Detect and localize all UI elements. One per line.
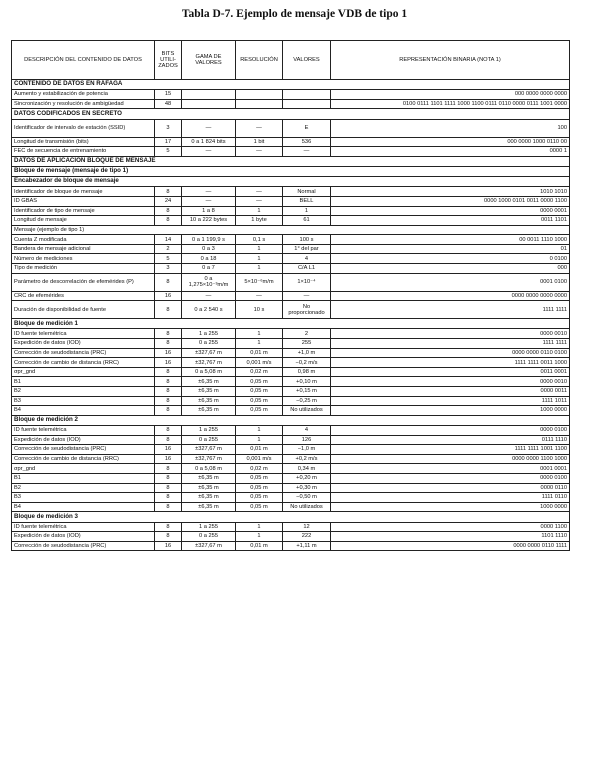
- cell-resolution: 1 bit: [236, 137, 283, 147]
- cell-resolution: 0,01 m: [236, 445, 283, 455]
- cell-resolution: —: [236, 147, 283, 157]
- cell-bits: 8: [155, 522, 182, 532]
- table-row: [12, 425, 570, 435]
- cell-range: ±6,35 m: [182, 473, 236, 483]
- cell-range: 0 a 1 199,9 s: [182, 235, 236, 245]
- table-row: [12, 187, 570, 197]
- cell-resolution: 1: [236, 244, 283, 254]
- cell-bits: 8: [155, 273, 182, 291]
- header-bits: BITS UTILI- ZADOS: [155, 41, 182, 80]
- cell-description: CRC de efemérides: [12, 291, 155, 301]
- cell-binary: 0000 0011: [331, 387, 570, 397]
- table-row: [12, 367, 570, 377]
- cell-description: Sincronización y resolución de ambigüedad: [12, 99, 155, 109]
- cell-description: Bandera de mensaje adicional: [12, 244, 155, 254]
- cell-description: B2: [12, 483, 155, 493]
- cell-description: σpr_gnd: [12, 464, 155, 474]
- cell-binary: 1000 0000: [331, 502, 570, 512]
- cell-binary: 0000 0000 0110 0100: [331, 348, 570, 358]
- cell-range: —: [182, 291, 236, 301]
- cell-bits: 8: [155, 377, 182, 387]
- cell-range: 0 a 1 824 bits: [182, 137, 236, 147]
- cell-description: Aumento y estabilización de potencia: [12, 90, 155, 100]
- cell-description: B1: [12, 377, 155, 387]
- cell-binary: 0000 0000 0000 0000: [331, 291, 570, 301]
- cell-bits: 8: [155, 216, 182, 226]
- table-row: [12, 196, 570, 206]
- cell-resolution: —: [236, 187, 283, 197]
- cell-resolution: 0,05 m: [236, 483, 283, 493]
- cell-description: Identificador de tipo de mensaje: [12, 206, 155, 216]
- cell-value: 222: [283, 532, 331, 542]
- table-row: [12, 147, 570, 157]
- cell-description: Corrección de cambio de distancia (RRC): [12, 358, 155, 368]
- section-header-row: [12, 415, 570, 425]
- cell-binary: 1111 1111: [331, 339, 570, 349]
- cell-value: −0,50 m: [283, 493, 331, 503]
- cell-description: Expedición de datos (IOD): [12, 532, 155, 542]
- cell-value: —: [283, 147, 331, 157]
- cell-description: Corrección de seudodistancia (PRC): [12, 541, 155, 551]
- cell-description: Cuenta Z modificada: [12, 235, 155, 245]
- cell-range: 0 a 7: [182, 264, 236, 274]
- table-row: [12, 473, 570, 483]
- cell-bits: 8: [155, 502, 182, 512]
- header-binary: REPRESENTACIÓN BINARIA (NOTA 1): [331, 41, 570, 80]
- cell-range: ±6,35 m: [182, 406, 236, 416]
- cell-bits: 48: [155, 99, 182, 109]
- cell-description: Corrección de cambio de distancia (RRC): [12, 454, 155, 464]
- cell-bits: 8: [155, 387, 182, 397]
- section-header-row: [12, 109, 570, 119]
- cell-bits: 16: [155, 454, 182, 464]
- cell-range: 1 a 255: [182, 425, 236, 435]
- cell-bits: 5: [155, 147, 182, 157]
- table-row: [12, 387, 570, 397]
- cell-range: 0 a 1,275×10⁻³m/m: [182, 273, 236, 291]
- cell-resolution: [236, 90, 283, 100]
- cell-resolution: [236, 99, 283, 109]
- table-row: [12, 348, 570, 358]
- cell-bits: 17: [155, 137, 182, 147]
- header-description: DESCRIPCIÓN DEL CONTENIDO DE DATOS: [12, 41, 155, 80]
- cell-value: +1,0 m: [283, 348, 331, 358]
- cell-resolution: 0,01 m: [236, 541, 283, 551]
- cell-binary: 100: [331, 119, 570, 137]
- cell-value: No utilizados: [283, 406, 331, 416]
- cell-resolution: 1: [236, 522, 283, 532]
- cell-value: [283, 90, 331, 100]
- cell-description: Expedición de datos (IOD): [12, 435, 155, 445]
- table-row: [12, 90, 570, 100]
- table-row: [12, 358, 570, 368]
- cell-binary: 0000 0001: [331, 206, 570, 216]
- table-row: [12, 435, 570, 445]
- cell-range: [182, 99, 236, 109]
- table-row: [12, 483, 570, 493]
- cell-value: −0,25 m: [283, 396, 331, 406]
- cell-description: B2: [12, 387, 155, 397]
- cell-bits: 8: [155, 301, 182, 319]
- cell-binary: 1010 1010: [331, 187, 570, 197]
- cell-value: +0,20 m: [283, 473, 331, 483]
- cell-bits: 14: [155, 235, 182, 245]
- cell-description: Longitud de mensaje: [12, 216, 155, 226]
- cell-resolution: 1: [236, 532, 283, 542]
- cell-value: +0,2 m/s: [283, 454, 331, 464]
- table-row: [12, 541, 570, 551]
- table-row: [12, 502, 570, 512]
- table-row: [12, 99, 570, 109]
- cell-resolution: 0,05 m: [236, 377, 283, 387]
- cell-range: 0 a 255: [182, 435, 236, 445]
- cell-binary: 000: [331, 264, 570, 274]
- section-title: Bloque de mensaje (mensaje de tipo 1): [12, 166, 570, 176]
- cell-resolution: 0,02 m: [236, 367, 283, 377]
- cell-range: —: [182, 147, 236, 157]
- cell-description: B4: [12, 406, 155, 416]
- cell-bits: 8: [155, 339, 182, 349]
- table-row: [12, 532, 570, 542]
- table-row: [12, 454, 570, 464]
- cell-bits: 8: [155, 464, 182, 474]
- cell-resolution: 1: [236, 435, 283, 445]
- cell-resolution: 5×10⁻⁶m/m: [236, 273, 283, 291]
- cell-resolution: 1: [236, 206, 283, 216]
- table-row: [12, 445, 570, 455]
- cell-bits: 8: [155, 473, 182, 483]
- cell-bits: 8: [155, 206, 182, 216]
- cell-value: −0,2 m/s: [283, 358, 331, 368]
- cell-bits: 8: [155, 483, 182, 493]
- cell-binary: 000 0000 0000 0000: [331, 90, 570, 100]
- cell-value: BELL: [283, 196, 331, 206]
- cell-binary: 0100 0111 1101 1111 1000 1100 0111 0110 0000 0111 1001 0000: [331, 99, 570, 109]
- cell-range: 0 a 5,08 m: [182, 367, 236, 377]
- cell-value: 4: [283, 254, 331, 264]
- cell-binary: 0011 1101: [331, 216, 570, 226]
- cell-value: 100 s: [283, 235, 331, 245]
- table-row: [12, 273, 570, 291]
- cell-value: −1,0 m: [283, 445, 331, 455]
- cell-resolution: 0,01 m: [236, 348, 283, 358]
- cell-bits: 16: [155, 358, 182, 368]
- cell-range: —: [182, 196, 236, 206]
- cell-range: ±327,67 m: [182, 541, 236, 551]
- cell-resolution: 0,05 m: [236, 502, 283, 512]
- cell-value: 0,98 m: [283, 367, 331, 377]
- cell-description: B1: [12, 473, 155, 483]
- cell-value: 0,34 m: [283, 464, 331, 474]
- cell-description: B3: [12, 493, 155, 503]
- cell-binary: 1111 1011: [331, 396, 570, 406]
- cell-range: ±6,35 m: [182, 377, 236, 387]
- cell-bits: 2: [155, 244, 182, 254]
- cell-resolution: 1 byte: [236, 216, 283, 226]
- section-header-row: [12, 512, 570, 522]
- table-row: [12, 244, 570, 254]
- cell-description: ID fuente telemétrica: [12, 522, 155, 532]
- cell-value: 4: [283, 425, 331, 435]
- cell-bits: 16: [155, 445, 182, 455]
- cell-description: B3: [12, 396, 155, 406]
- cell-value: No proporcionado: [283, 301, 331, 319]
- cell-range: —: [182, 187, 236, 197]
- cell-resolution: 1: [236, 339, 283, 349]
- cell-resolution: 0,1 s: [236, 235, 283, 245]
- cell-binary: 1111 1111 0011 1000: [331, 358, 570, 368]
- cell-bits: 8: [155, 532, 182, 542]
- cell-resolution: 1: [236, 329, 283, 339]
- section-header-row: [12, 80, 570, 90]
- header-row: [12, 41, 570, 80]
- section-title: DATOS CODIFICADOS EN SECRETO: [12, 109, 570, 119]
- cell-description: σpr_gnd: [12, 367, 155, 377]
- cell-range: 0 a 3: [182, 244, 236, 254]
- cell-resolution: —: [236, 196, 283, 206]
- cell-binary: 0 0100: [331, 254, 570, 264]
- header-range: GAMA DE VALORES: [182, 41, 236, 80]
- cell-binary: 1111 0110: [331, 493, 570, 503]
- cell-description: ID fuente telemétrica: [12, 425, 155, 435]
- table-row: [12, 329, 570, 339]
- subheader-text: Mensaje (ejemplo de tipo 1): [12, 225, 570, 235]
- cell-bits: 24: [155, 196, 182, 206]
- table-row: [12, 406, 570, 416]
- cell-range: ±6,35 m: [182, 396, 236, 406]
- cell-description: Longitud de transmisión (bits): [12, 137, 155, 147]
- cell-description: B4: [12, 502, 155, 512]
- cell-range: ±327,67 m: [182, 445, 236, 455]
- cell-value: Normal: [283, 187, 331, 197]
- section-header-row: [12, 166, 570, 176]
- cell-description: ID fuente telemétrica: [12, 329, 155, 339]
- cell-binary: 0000 0100: [331, 425, 570, 435]
- cell-value: —: [283, 291, 331, 301]
- table-row: [12, 493, 570, 503]
- cell-range: 0 a 2 540 s: [182, 301, 236, 319]
- vdb-message-table: [11, 40, 570, 551]
- cell-binary: 00 0011 1110 1000: [331, 235, 570, 245]
- table-row: [12, 522, 570, 532]
- cell-resolution: —: [236, 291, 283, 301]
- cell-description: Tipo de medición: [12, 264, 155, 274]
- table-row: [12, 291, 570, 301]
- table-row: [12, 301, 570, 319]
- cell-value: 61: [283, 216, 331, 226]
- cell-range: 0 a 5,08 m: [182, 464, 236, 474]
- cell-binary: 0011 0001: [331, 367, 570, 377]
- section-title: CONTENIDO DE DATOS EN RÁFAGA: [12, 80, 570, 90]
- cell-description: Número de mediciones: [12, 254, 155, 264]
- cell-resolution: 0,05 m: [236, 406, 283, 416]
- header-resolution: RESOLUCIÓN: [236, 41, 283, 80]
- table-row: [12, 396, 570, 406]
- cell-value: 1° del par: [283, 244, 331, 254]
- cell-binary: 0000 0110: [331, 483, 570, 493]
- cell-range: ±6,35 m: [182, 483, 236, 493]
- cell-resolution: 1: [236, 264, 283, 274]
- cell-bits: 3: [155, 264, 182, 274]
- cell-bits: 8: [155, 406, 182, 416]
- cell-resolution: 0,001 m/s: [236, 454, 283, 464]
- table-row: [12, 339, 570, 349]
- cell-description: Expedición de datos (IOD): [12, 339, 155, 349]
- cell-bits: 8: [155, 396, 182, 406]
- cell-range: ±32,767 m: [182, 358, 236, 368]
- cell-binary: 0000 0000 0110 1111: [331, 541, 570, 551]
- cell-bits: 8: [155, 367, 182, 377]
- cell-value: 1: [283, 206, 331, 216]
- cell-range: 1 a 8: [182, 206, 236, 216]
- cell-binary: 0000 0000 1100 1000: [331, 454, 570, 464]
- table-row: [12, 254, 570, 264]
- cell-value: [283, 99, 331, 109]
- section-title: Bloque de medición 1: [12, 319, 570, 329]
- cell-value: E: [283, 119, 331, 137]
- cell-value: C/A L1: [283, 264, 331, 274]
- table-title: Tabla D-7. Ejemplo de mensaje VDB de tipo 1: [181, 8, 408, 20]
- subheader-row: [12, 225, 570, 235]
- cell-binary: 0000 0010: [331, 377, 570, 387]
- section-title: DATOS DE APLICACIÓN BLOQUE DE MENSAJE: [12, 156, 570, 166]
- cell-bits: 8: [155, 425, 182, 435]
- cell-bits: 8: [155, 493, 182, 503]
- cell-description: Identificador de bloque de mensaje: [12, 187, 155, 197]
- section-title: Encabezador de bloque de mensaje: [12, 177, 570, 187]
- cell-range: 0 a 255: [182, 532, 236, 542]
- cell-resolution: 10 s: [236, 301, 283, 319]
- cell-description: FEC de secuencia de entrenamiento: [12, 147, 155, 157]
- cell-range: ±6,35 m: [182, 387, 236, 397]
- cell-range: 10 a 222 bytes: [182, 216, 236, 226]
- table-row: [12, 377, 570, 387]
- cell-bits: 8: [155, 435, 182, 445]
- cell-binary: 0000 1: [331, 147, 570, 157]
- cell-bits: 16: [155, 541, 182, 551]
- cell-binary: 0001 0100: [331, 273, 570, 291]
- table-row: [12, 235, 570, 245]
- section-header-row: [12, 319, 570, 329]
- cell-bits: 8: [155, 329, 182, 339]
- cell-binary: 01: [331, 244, 570, 254]
- cell-value: 12: [283, 522, 331, 532]
- cell-description: ID GBAS: [12, 196, 155, 206]
- cell-resolution: 0,05 m: [236, 473, 283, 483]
- cell-binary: 0000 0010: [331, 329, 570, 339]
- cell-value: 536: [283, 137, 331, 147]
- cell-resolution: 1: [236, 425, 283, 435]
- cell-binary: 1111 1111: [331, 301, 570, 319]
- cell-value: +0,30 m: [283, 483, 331, 493]
- table-row: [12, 216, 570, 226]
- cell-resolution: 0,05 m: [236, 493, 283, 503]
- cell-binary: 0001 0001: [331, 464, 570, 474]
- cell-value: +0,15 m: [283, 387, 331, 397]
- table-row: [12, 264, 570, 274]
- cell-binary: 0000 0100: [331, 473, 570, 483]
- cell-range: 0 a 18: [182, 254, 236, 264]
- table-row: [12, 137, 570, 147]
- cell-range: [182, 90, 236, 100]
- cell-binary: 1111 1111 1001 1100: [331, 445, 570, 455]
- cell-bits: 8: [155, 187, 182, 197]
- cell-value: No utilizados: [283, 502, 331, 512]
- cell-binary: 000 0000 1000 0110 00: [331, 137, 570, 147]
- section-header-row: [12, 156, 570, 166]
- table-row: [12, 119, 570, 137]
- cell-description: Corrección de seudodistancia (PRC): [12, 445, 155, 455]
- header-values: VALORES: [283, 41, 331, 80]
- cell-range: —: [182, 119, 236, 137]
- cell-binary: 1000 0000: [331, 406, 570, 416]
- cell-range: ±327,67 m: [182, 348, 236, 358]
- cell-range: 1 a 255: [182, 522, 236, 532]
- cell-range: ±32,767 m: [182, 454, 236, 464]
- cell-bits: 3: [155, 119, 182, 137]
- section-header-row: [12, 177, 570, 187]
- cell-resolution: 1: [236, 254, 283, 264]
- cell-bits: 15: [155, 90, 182, 100]
- cell-resolution: 0,05 m: [236, 396, 283, 406]
- cell-resolution: —: [236, 119, 283, 137]
- cell-binary: 0000 1100: [331, 522, 570, 532]
- section-title: Bloque de medición 3: [12, 512, 570, 522]
- cell-bits: 5: [155, 254, 182, 264]
- cell-range: 0 a 255: [182, 339, 236, 349]
- cell-binary: 0111 1110: [331, 435, 570, 445]
- cell-value: 255: [283, 339, 331, 349]
- table-row: [12, 206, 570, 216]
- cell-range: ±6,35 m: [182, 493, 236, 503]
- cell-resolution: 0,05 m: [236, 387, 283, 397]
- cell-value: 1×10⁻⁴: [283, 273, 331, 291]
- cell-description: Parámetro de descorrelación de efemérides (P): [12, 273, 155, 291]
- cell-range: 1 a 255: [182, 329, 236, 339]
- cell-bits: 16: [155, 291, 182, 301]
- table-row: [12, 464, 570, 474]
- cell-description: Duración de disponibilidad de fuente: [12, 301, 155, 319]
- cell-description: Corrección de seudodistancia (PRC): [12, 348, 155, 358]
- cell-binary: 1101 1110: [331, 532, 570, 542]
- cell-value: +0,10 m: [283, 377, 331, 387]
- cell-resolution: 0,001 m/s: [236, 358, 283, 368]
- cell-description: Identificador de intervalo de estación (SSID): [12, 119, 155, 137]
- cell-value: +1,11 m: [283, 541, 331, 551]
- cell-value: 2: [283, 329, 331, 339]
- cell-value: 126: [283, 435, 331, 445]
- cell-resolution: 0,02 m: [236, 464, 283, 474]
- cell-range: ±6,35 m: [182, 502, 236, 512]
- section-title: Bloque de medición 2: [12, 415, 570, 425]
- cell-bits: 16: [155, 348, 182, 358]
- cell-binary: 0000 1000 0101 0011 0000 1100: [331, 196, 570, 206]
